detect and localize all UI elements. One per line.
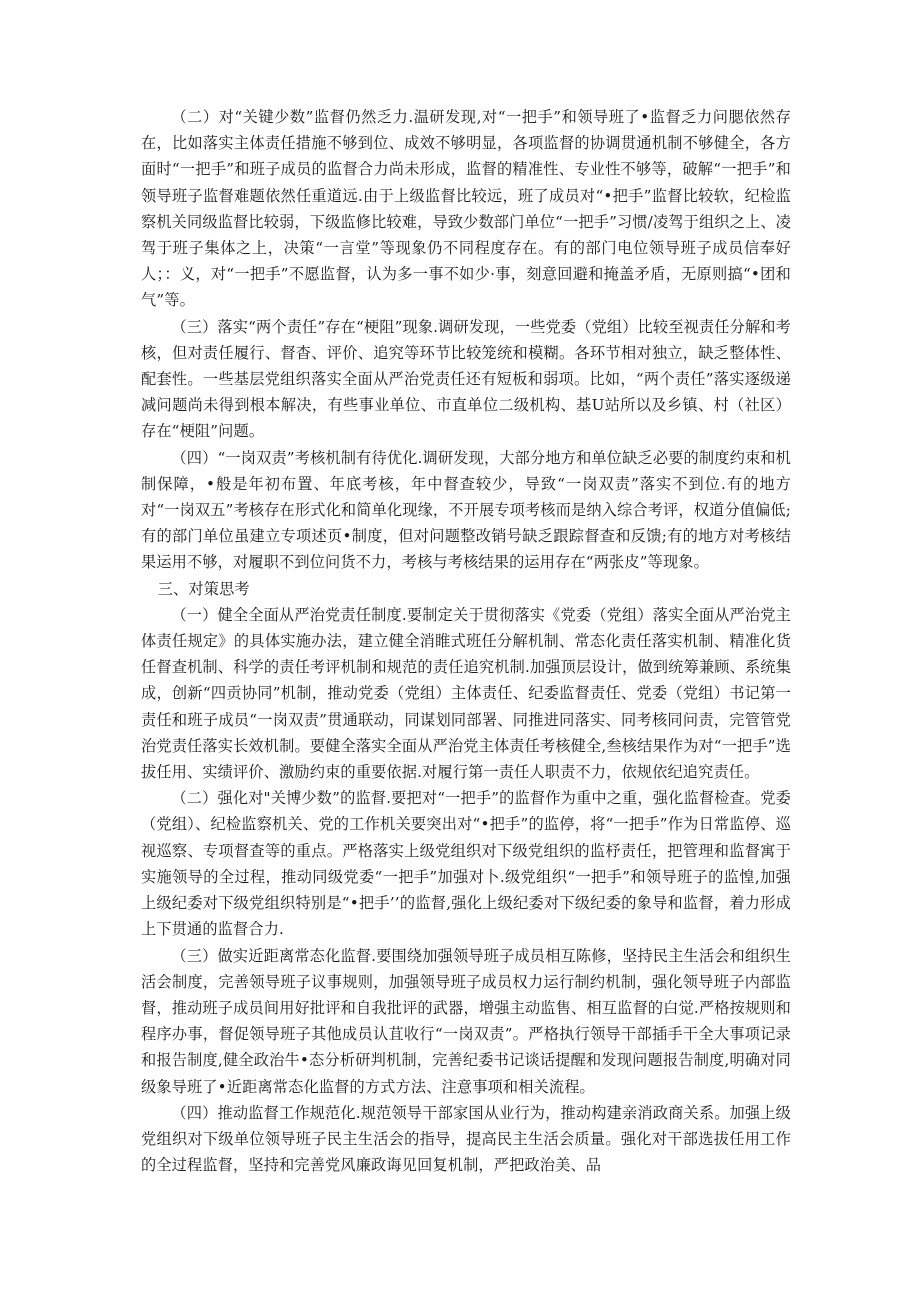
section-heading-3: 三、对策思考 <box>157 579 250 598</box>
paragraph-section-2-2: （二）对“关键少数”监督仍然乏力.温研发现,对“一把手”和领导班了•监督乏力问腮依然存在，比如落实主体责任措施不够到位、成效不够明显，各项监督的协调贯通机制不够健全，各方面时“一把手”和班子成员的监督合力尚未形成，监督的精准性、专业性不够等，破解“一把手”和领导班子监督难题依然任重道远.由于上级监督比较远，班了成员对“•把手”监督比较软，纪检监察机关同级监督比较弱，下级监修比较难，导致少数部门单位“一把手”习惯/凌驾于组织之上、凌驾于班子集体之上，决策“一言堂”等现象仍不同程度存在。有的部门电位领导班子成员信奉好人；：义，对“一把手”不愿监督，认为多一事不如少·事，刻意回避和掩盖矛盾，无原则搞“•团和气”等。 <box>141 108 791 310</box>
paragraph-section-3-2: （二）强化对"关博少数”的监督.要把对“一把手”的监督作为重中之重，强化监督检查。党委（党组）、纪检监察机关、党的工作机关要突出对“•把手”的监停，将“一把手”作为日常监停、巡视巡察、专项督查等的重点。严格落实上级党组织对下级党组织的监杼责任，把管理和监督寓于实施领导的全过程，推动同级党委“一把手”加强对卜.级党组织“一把手”和领导班子的监惶,加强上级纪委对下级党组织特别是“•把手’’的监督,强化上级纪委对下级纪委的象导和监督，着力形成上下贯通的监督合力. <box>141 789 791 939</box>
document-body <box>141 104 791 1178</box>
paragraph-section-2-4: （四）“一岗双责”考核机制有待优化.调研发现，大部分地方和单位缺乏必要的制度约束和机制保障，•般是年初布置、年底考核，年中督查较少，导致“一岗双责”落实不到位.有的地方对“一岗双五”考核存在形式化和简单化现缘，不开展专项考核而是纳入综合考评，权道分值偏低;有的部门单位虽建立专项述页•制度，但对问题整改销号缺乏跟踪督查和反馈;有的地方对考核结果运用不够，对履职不到位问货不力，考核与考核结果的运用存在“两张皮”等现象。 <box>141 448 791 572</box>
paragraph-section-2-3: （三）落实“两个责任”存在“梗阻”现象.调研发现，一些党委（党组）比较至视责任分解和考核，但对责任履行、督杳、评价、追究等环节比较笼统和模糊。各环节相对独立，缺乏整体性、配套性。一些基层党组织落实全面从严治党责任还有短板和弱项。比如，“两个责任”落实逐级递减问题尚未得到根本解决，有些事业单位、市直单位二级机构、基U站所以及乡镇、村（社区）存在“梗阻”问题。 <box>141 317 791 441</box>
paragraph-section-3-4: （四）推动监督工作规范化.规范领导干部家国从业行为，推动构建亲消政商关系。加强上级党组织对下级单位领导班子民主生活会的指导，提高民主生活会质量。强化对干部选拔任用工作的全过程监督，坚持和完善党风廉政诲见回复机制，严把政治美、品 <box>141 1103 791 1175</box>
paragraph-section-3-3: （三）做实近距离常态化监督.要围绕加强领导班子成员相互陈修，坚持民主生活会和组织生活会制度，完善领导班子议事规则，加强领导班子成员权力运行制约机制，强化领导班子内部监督，推动班子成员间用好批评和自我批评的武器，增强主动监售、相互监督的白觉.严格按规则和程序办事，督促领导班子其他成员认苴收行“一岗双责”。严格执行领导干部插手干全大事项记录和报告制度,健全政治牛•态分析研判机制，完善纪委书记谈话提醒和发现问题报告制度,明确对同级象导班了•近距离常态化监督的方式方法、注意事项和相关流程。 <box>141 946 791 1096</box>
paragraph-section-3-1: （一）健全全面从严治党责任制度.要制定关于贯彻落实《党委（党组）落实全面从严治党主体责任规定》的具体实施办法，建立健全消睢式班任分解机制、常态化责任落实机制、精准化货任督查机制、科学的责任考评机制和规范的责任追究机制.加强顶层设计，做到统筹兼顾、系统集成，创新“四贡协同”机制，推动党委（党组）主体责任、纪委监督责任、党委（党组）书记第一责任和班子成员“一岗双责”贯通联动，同谋划同部署、同推进同落实、同考核同问责，完管管党治党责任落实长效机制。要健全落实全面从严治党主体责任考核健全,叁核结果作为对“一把手”选拔任用、实绩评价、激励约束的重要依据.对履行第一责任人职责不力，依规依纪追究责任。 <box>141 605 791 782</box>
